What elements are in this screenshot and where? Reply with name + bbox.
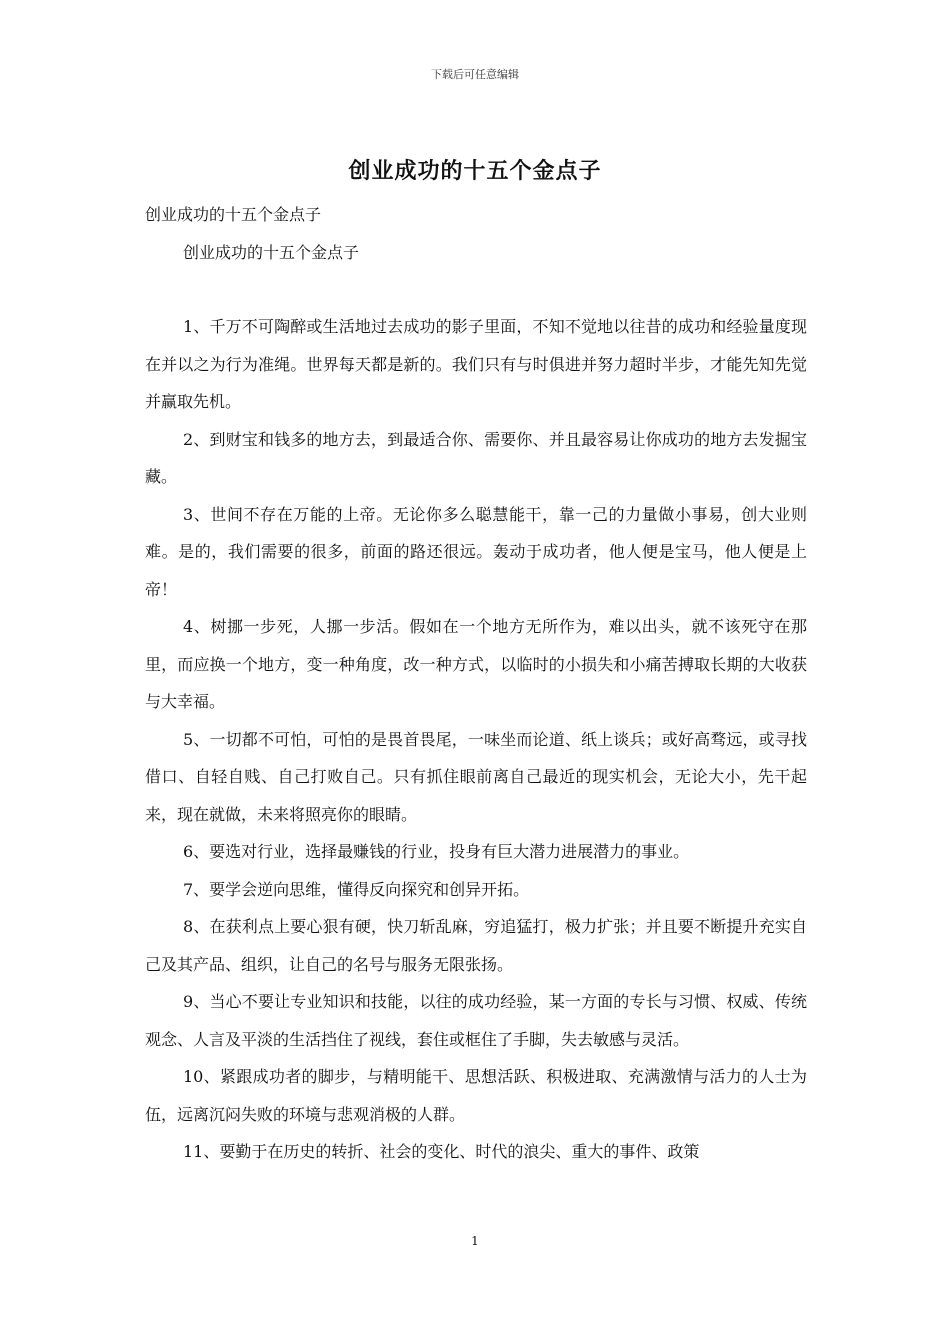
paragraph-3: 3、世间不存在万能的上帝。无论你多么聪慧能干，靠一己的力量做小事易，创大业则难。是的，我们需要的很多，前面的路还很远。轰动于成功者，他人便是宝马，他人便是上帝！ <box>145 504 807 599</box>
paragraph-1: 1、千万不可陶醉或生活地过去成功的影子里面，不知不觉地以往昔的成功和经验量度现在并以之为行为准绳。世界每天都是新的。我们只有与时俱进并努力超时半步，才能先知先觉并赢取先机。 <box>145 317 807 411</box>
paragraph-5: 5、一切都不可怕，可怕的是畏首畏尾，一味坐而论道、纸上谈兵；或好高骛远，或寻找借口、自轻自贱、自己打败自己。只有抓住眼前离自己最近的现实机会，无论大小，先干起来，现在就做，未来将照亮你的眼睛。 <box>145 729 807 824</box>
document-title: 创业成功的十五个金点子 <box>348 158 602 184</box>
paragraph-4: 4、树挪一步死，人挪一步活。假如在一个地方无所作为，难以出头，就不该死守在那里，而应换一个地方，变一种角度，改一种方式，以临时的小损失和小痛苦搏取长期的大收获与大幸福。 <box>145 617 807 711</box>
header-note: 下载后可任意编辑 <box>431 68 519 81</box>
page-number: 1 <box>471 1234 479 1248</box>
paragraph-11: 11、要勤于在历史的转折、社会的变化、时代的浪尖、重大的事件、政策 <box>183 1142 700 1161</box>
paragraph-8: 8、在获利点上要心狠有硬，快刀斩乱麻，穷追猛打，极力扩张；并且要不断提升充实自己及其产品、组织，让自己的名号与服务无限张扬。 <box>145 917 807 974</box>
document-body <box>145 308 807 1171</box>
document-subtitle-indented: 创业成功的十五个金点子 <box>183 243 360 262</box>
paragraph-2: 2、到财宝和钱多的地方去，到最适合你、需要你、并且最容易让你成功的地方去发掘宝藏。 <box>145 429 807 486</box>
document-subtitle: 创业成功的十五个金点子 <box>145 205 322 224</box>
paragraph-6: 6、要选对行业，选择最赚钱的行业，投身有巨大潜力进展潜力的事业。 <box>183 842 690 861</box>
paragraph-10: 10、紧跟成功者的脚步，与精明能干、思想活跃、积极进取、充满激情与活力的人士为伍，远离沉闷失败的环境与悲观消极的人群。 <box>145 1067 807 1124</box>
paragraph-9: 9、当心不要让专业知识和技能，以往的成功经验，某一方面的专长与习惯、权威、传统观念、人言及平淡的生活挡住了视线，套住或框住了手脚，失去敏感与灵活。 <box>145 992 807 1049</box>
paragraph-7: 7、要学会逆向思维，懂得反向探究和创异开拓。 <box>183 879 530 899</box>
